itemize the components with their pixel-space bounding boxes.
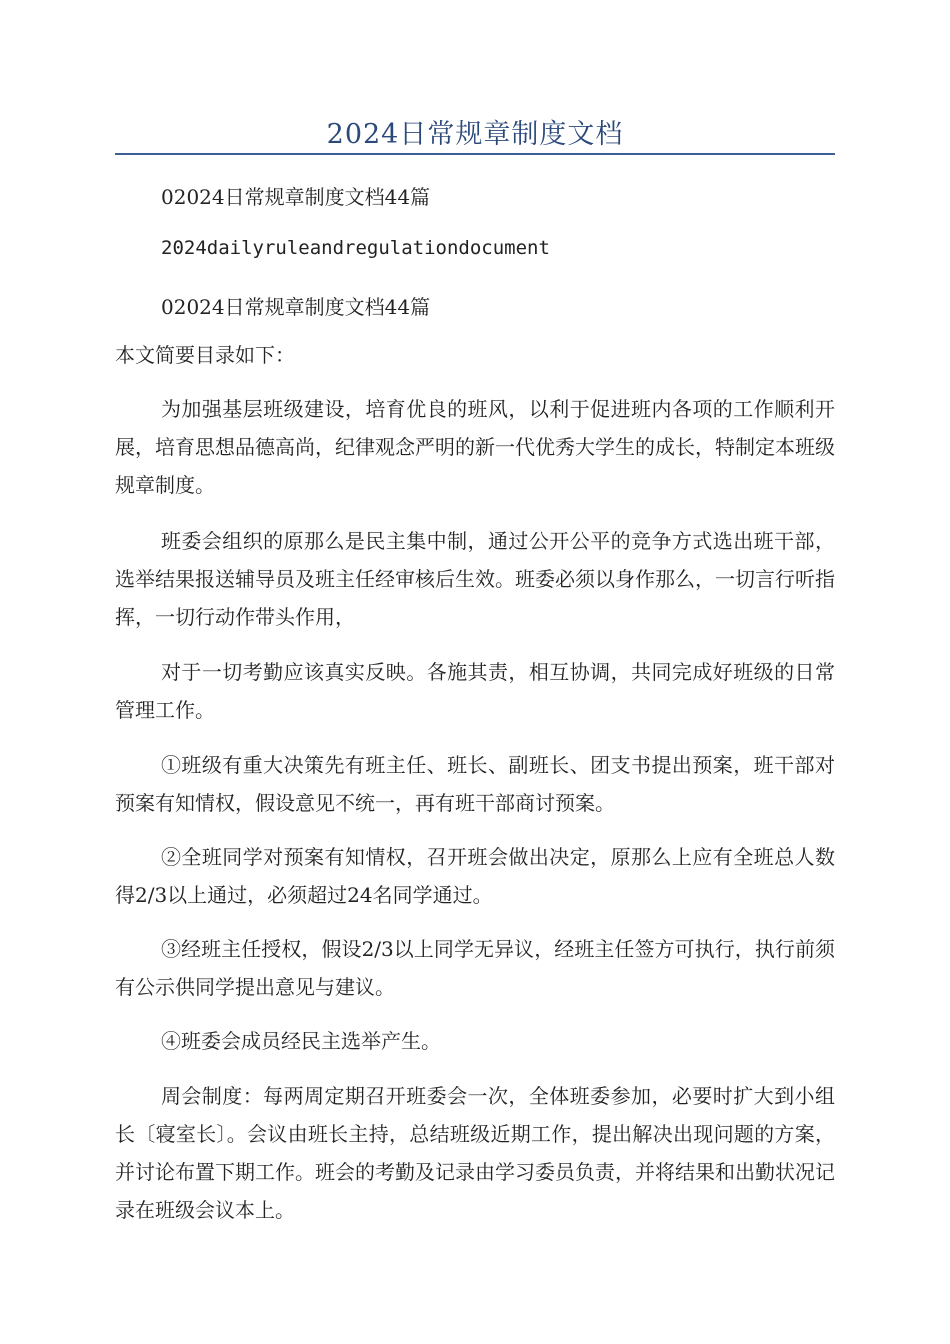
paragraph-4: ①班级有重大决策先有班主任、班长、副班长、团支书提出预案，班干部对预案有知情权，假设意见不统一，再有班干部商讨预案。 <box>115 753 835 815</box>
subtitle-english: 2024dailyruleandregulationdocument <box>161 237 550 259</box>
paragraph-1: 为加强基层班级建设，培育优良的班风，以利于促进班内各项的工作顺利开展，培育思想品德高尚，纪律观念严明的新一代优秀大学生的成长，特制定本班级规章制度。 <box>115 397 835 497</box>
document-title: 2024日常规章制度文档 <box>326 119 624 150</box>
title-underline <box>115 153 835 155</box>
paragraph-7: ④班委会成员经民主选举产生。 <box>161 1029 441 1053</box>
paragraph-2: 班委会组织的原那么是民主集中制，通过公开公平的竞争方式选出班干部，选举结果报送辅导员及班主任经审核后生效。班委必须以身作那么，一切言行听指挥，一切行动作带头作用， <box>115 529 835 629</box>
paragraph-6: ③经班主任授权，假设2/3以上同学无异议，经班主任签方可执行，执行前须有公示供同学提出意见与建议。 <box>115 937 835 999</box>
subtitle-line-2: 02024日常规章制度文档44篇 <box>161 295 431 319</box>
subtitle-line-1: 02024日常规章制度文档44篇 <box>161 185 431 209</box>
toc-intro: 本文简要目录如下： <box>115 343 295 367</box>
paragraph-8: 周会制度：每两周定期召开班委会一次，全体班委参加，必要时扩大到小组长〔寝室长〕。会议由班长主持，总结班级近期工作，提出解决出现问题的方案，并讨论布置下期工作。班会的考勤及记录由学习委员负责，并将结果和出勤状况记录在班级会议本上。 <box>115 1084 835 1222</box>
paragraph-5: ②全班同学对预案有知情权，召开班会做出决定，原那么上应有全班总人数得2/3以上通过，必须超过24名同学通过。 <box>115 845 835 907</box>
paragraph-3: 对于一切考勤应该真实反映。各施其责，相互协调，共同完成好班级的日常管理工作。 <box>115 660 835 722</box>
